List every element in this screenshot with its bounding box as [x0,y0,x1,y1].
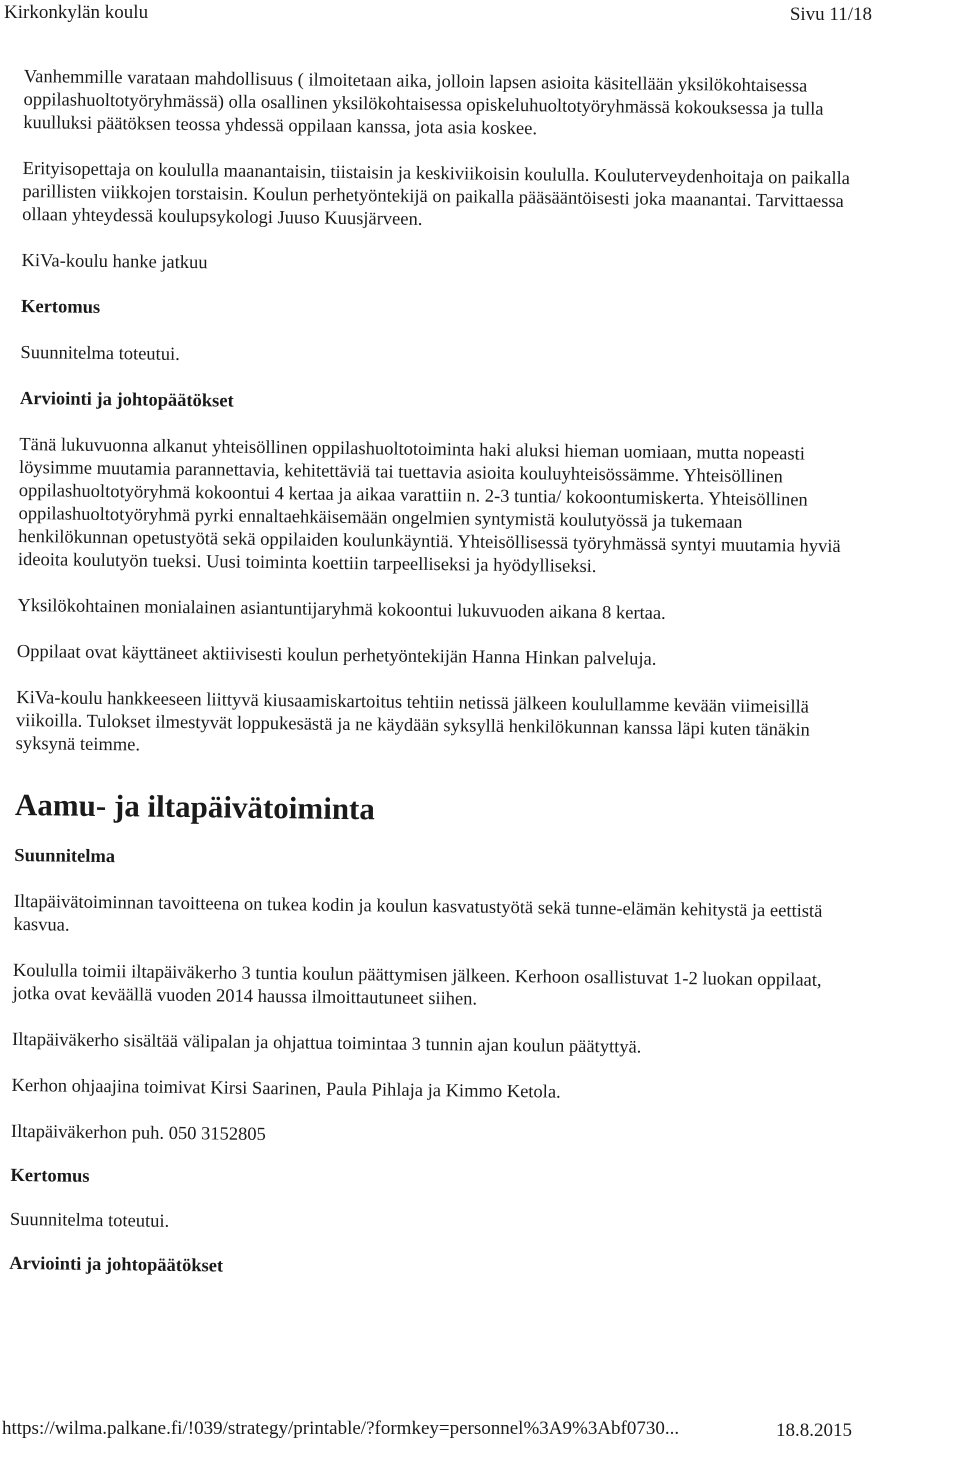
school-name: Kirkonkylän koulu [4,2,149,23]
page-footer [2,1418,960,1448]
paragraph-expert-group: Yksilökohtainen monialainen asiantuntijaryhmä kokoontui lukuvuoden aikana 8 kertaa. [17,595,666,624]
paragraph-family-worker: Oppilaat ovat käyttäneet aktiivisesti koulun perhetyöntekijän Hanna Hinkan palveluja. [16,641,657,670]
section-heading-afternoon-activity: Aamu- ja iltapäivätoiminta [14,786,376,827]
subheading-report-2: Kertomus [10,1165,90,1187]
paragraph-club-phone: Iltapäiväkerhon puh. 050 3152805 [10,1121,266,1146]
paragraph-afternoon-goal: Iltapäivätoiminnan tavoitteena on tukea kodin ja koulun kasvatustyötä sekä tunne-elämän kehitystä ja eettistä kasvua. [13,891,823,936]
subheading-evaluation-2: Arviointi ja johtopäätökset [9,1253,224,1277]
footer-url: https://wilma.palkane.fi/!039/strategy/printable/?formkey=personnel%3A9%3Abf0730... [2,1418,680,1439]
paragraph-communal-care: Tänä lukuvuonna alkanut yhteisöllinen oppilashuoltotoiminta haki aluksi hieman uomiaan, mutta nopeasti löysimme muutamia parannettavia, kehitettäviä tai tuettavia asioita kouluyhteisössämme. Yhteisöllinen oppilashuoltotyöryhmä kokoontui 4 kertaa ja aikaa varattiin n. 2-3 tuntia/ kokoontumiskerta. Yhteisöllinen oppilashuoltotyöryhmä pyrki ennaltaehkäisemään ongelmien syntymistä koulutyössä ja tukemaan henkilökunnan opetustyötä sekä oppilaiden koulunkäyntiä. Yhteisöllisessä työryhmässä syntyi muutamia hyviä ideoita koulutyön tueksi. Uusi toiminta koettiin tarpeelliseksi ja hyödylliseksi. [17,434,841,578]
paragraph-club-content: Iltapäiväkerho sisältää välipalan ja ohjattua toimintaa 3 tunnin ajan koulun päätyttyä. [11,1029,642,1058]
document-body [9,66,854,1286]
page-number: Sivu 11/18 [789,4,872,25]
paragraph-club-instructors: Kerhon ohjaajina toimivat Kirsi Saarinen, Paula Pihlaja ja Kimmo Ketola. [11,1075,561,1103]
subheading-report-1: Kertomus [20,296,101,318]
paragraph-plan-realized-1: Suunnitelma toteutui. [20,342,180,365]
paragraph-staff-schedule: Erityisopettaja on koululla maanantaisin, tiistaisin ja keskiviikoisin koululla. Kouluterveydenhoitaja on paikalla parillisten viikkojen torstaisin. Koulun perhetyöntekijä on paikalla pääsääntöisesti joka maanantai. Tarvittaessa ollaan yhteydessä koulupsykologi Juuso Kuusjärveen. [22,158,851,230]
subheading-evaluation-1: Arviointi ja johtopäätökset [19,388,234,412]
subheading-plan: Suunnitelma [14,845,116,868]
paragraph-parent-meeting: Vanhemmille varataan mahdollisuus ( ilmoitetaan aika, jolloin lapsen asioita käsitellään yksilökohtaisessa oppilashuoltotyöryhmässä) olla osallinen yksilökohtaisessa opiskeluhuoltotyöryhmässä kokouksessa ja tulla kuulluksi päätöksen teossa yhdessä oppilaan kanssa, jota asia koskee. [23,66,824,140]
page-header [0,0,960,34]
paragraph-kiva-continues: KiVa-koulu hanke jatkuu [21,250,208,274]
paragraph-afternoon-club: Koululla toimii iltapäiväkerho 3 tuntia koulun päättymisen jälkeen. Kerhoon osallistuvat 1-2 luokan oppilaat, jotka ovat keväällä vuoden 2014 haussa ilmoittautuneet siihen. [12,960,822,1010]
footer-date: 18.8.2015 [776,1420,852,1441]
paragraph-plan-realized-2: Suunnitelma toteutui. [9,1209,170,1232]
paragraph-bullying-survey: KiVa-koulu hankkeeseen liittyvä kiusaamiskartoitus tehtiin netissä jälkeen koulullamme kevään viimeisillä viikoilla. Tulokset ilmestyvät loppukesästä ja ne käydään syksyllä henkilökunnan kanssa läpi kuten tänäkin syksynä teimme. [15,687,810,756]
